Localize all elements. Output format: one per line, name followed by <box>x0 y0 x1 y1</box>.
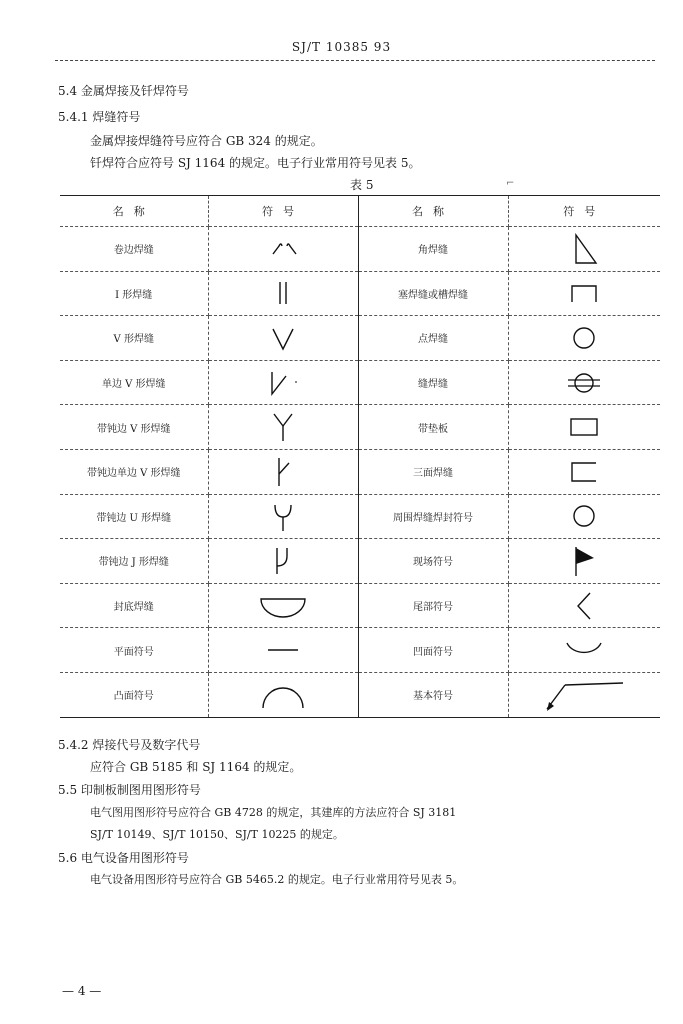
fillet-weld-symbol-icon <box>564 231 604 267</box>
left-name-cell: 凸面符号 <box>60 672 208 717</box>
right-name-cell: 凹面符号 <box>358 628 508 673</box>
table-row <box>60 539 660 584</box>
section-5-6-title: 5.6 电气设备用图形符号 <box>58 851 189 865</box>
y-weld-symbol-icon <box>263 410 303 444</box>
table-row <box>60 405 660 450</box>
section-5-5-title: 5.5 印制板制图用图形符号 <box>58 783 201 797</box>
spot-weld-symbol-icon <box>564 323 604 353</box>
section-5-4-1-line2: 钎焊符合应符号 SJ 1164 的规定。电子行业常用符号见表 5。 <box>90 156 421 170</box>
table-row <box>60 271 660 316</box>
section-5-4-2-title: 5.4.2 焊接代号及数字代号 <box>58 738 201 752</box>
page-number: — 4 — <box>62 984 102 998</box>
header-name-left: 名称 <box>60 196 208 227</box>
scan-mark: ⌐ <box>506 178 515 189</box>
section-5-4-1-title: 5.4.1 焊缝符号 <box>58 110 141 124</box>
field-weld-flag-icon <box>564 544 604 578</box>
tail-symbol-icon <box>564 589 604 623</box>
v-weld-symbol-icon <box>263 323 303 353</box>
standard-number: SJ/T 10385 93 <box>291 40 392 54</box>
right-name-cell: 基本符号 <box>358 672 508 717</box>
reference-arrow-symbol-icon <box>539 675 629 715</box>
table-row <box>60 494 660 539</box>
section-5-5-line2: SJ/T 10149、SJ/T 10150、SJ/T 10225 的规定。 <box>90 828 344 841</box>
convex-surface-symbol-icon <box>253 678 313 712</box>
seam-weld-symbol-icon <box>562 368 606 398</box>
backing-weld-symbol-icon <box>253 591 313 621</box>
concave-surface-symbol-icon <box>559 635 609 665</box>
left-name-cell: 带钝边 U 形焊缝 <box>60 494 208 539</box>
table-row <box>60 227 660 272</box>
i-weld-symbol-icon <box>263 278 303 308</box>
right-name-cell: 点焊缝 <box>358 316 508 361</box>
header-symbol-left: 符号 <box>208 196 358 227</box>
left-name-cell: 封底焊缝 <box>60 583 208 628</box>
j-weld-symbol-icon <box>263 544 303 578</box>
table-header-row <box>60 196 660 227</box>
section-5-5-line1: 电气图用图形符号应符合 GB 4728 的规定，其建库的方法应符合 SJ 3181 <box>90 806 457 819</box>
right-name-cell: 带垫板 <box>358 405 508 450</box>
all-around-symbol-icon <box>564 501 604 531</box>
symbol-table <box>60 195 660 718</box>
section-5-6-line1: 电气设备用图形符号应符合 GB 5465.2 的规定。电子行业常用符号见表 5。 <box>90 873 464 886</box>
backing-strip-symbol-icon <box>562 412 606 442</box>
right-name-cell: 塞焊缝或槽焊缝 <box>358 271 508 316</box>
section-5-4-1-line1: 金属焊接焊缝符号应符合 GB 324 的规定。 <box>90 134 323 148</box>
table-row <box>60 672 660 717</box>
section-5-4-2-line1: 应符合 GB 5185 和 SJ 1164 的规定。 <box>90 760 302 774</box>
right-name-cell: 现场符号 <box>358 539 508 584</box>
table-row <box>60 316 660 361</box>
left-name-cell: 带钝边 J 形焊缝 <box>60 539 208 584</box>
header-name-right: 名称 <box>358 196 508 227</box>
table-caption: 表 5 <box>350 178 374 192</box>
left-name-cell: 单边 V 形焊缝 <box>60 360 208 405</box>
header-divider <box>55 60 655 61</box>
left-name-cell: 卷边焊缝 <box>60 227 208 272</box>
single-bevel-symbol-icon <box>258 368 308 398</box>
table-row <box>60 449 660 494</box>
right-name-cell: 三面焊缝 <box>358 449 508 494</box>
table-row <box>60 628 660 673</box>
flat-surface-symbol-icon <box>258 635 308 665</box>
section-5-4-title: 5.4 金属焊接及钎焊符号 <box>58 84 189 98</box>
table-row <box>60 360 660 405</box>
left-name-cell: 带钝边 V 形焊缝 <box>60 405 208 450</box>
left-name-cell: 带钝边单边 V 形焊缝 <box>60 449 208 494</box>
header-symbol-right: 符号 <box>508 196 660 227</box>
left-name-cell: V 形焊缝 <box>60 316 208 361</box>
table-row <box>60 583 660 628</box>
left-name-cell: I 形焊缝 <box>60 271 208 316</box>
right-name-cell: 角焊缝 <box>358 227 508 272</box>
right-name-cell: 周围焊缝焊封符号 <box>358 494 508 539</box>
plug-weld-symbol-icon <box>564 278 604 308</box>
u-weld-symbol-icon <box>263 499 303 533</box>
right-name-cell: 尾部符号 <box>358 583 508 628</box>
three-side-weld-symbol-icon <box>562 457 606 487</box>
right-name-cell: 缝焊缝 <box>358 360 508 405</box>
left-name-cell: 平面符号 <box>60 628 208 673</box>
single-y-weld-symbol-icon <box>263 455 303 489</box>
flanged-weld-symbol-icon <box>263 234 303 264</box>
